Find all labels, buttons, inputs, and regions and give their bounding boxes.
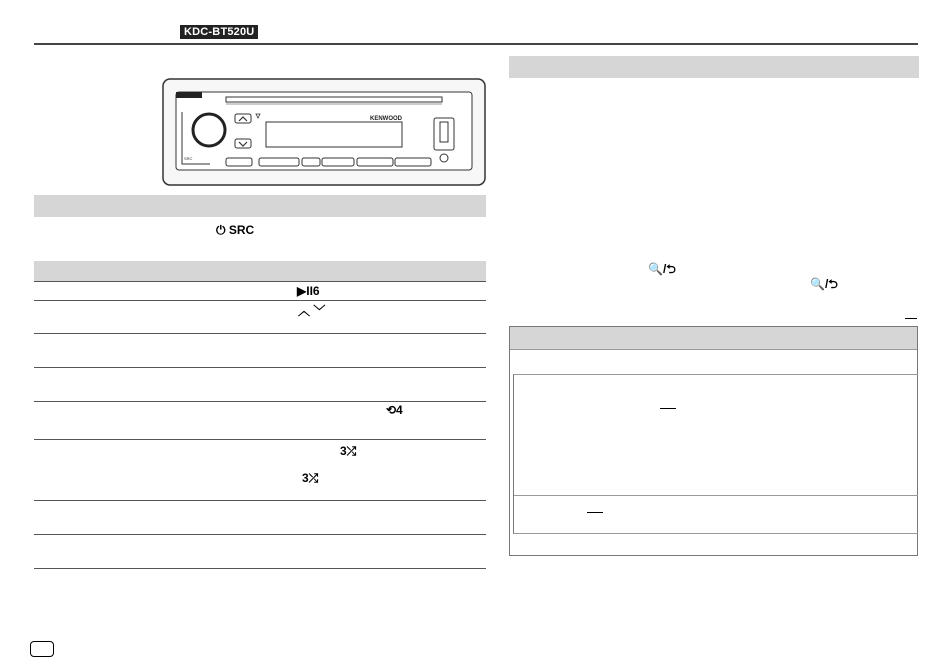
settings-table-rule xyxy=(510,349,917,350)
settings-subtable xyxy=(513,374,918,534)
power-src-glyph: ⏻ SRC xyxy=(216,223,255,237)
table-row-rule xyxy=(34,367,486,368)
table-row-rule xyxy=(34,401,486,402)
page-language-badge xyxy=(30,641,54,657)
header-rule xyxy=(34,43,918,45)
table-row-rule xyxy=(34,534,486,535)
search-back-glyph-1: 🔍/⮌ xyxy=(648,262,676,276)
table-header-rule xyxy=(34,281,486,282)
underline-mark xyxy=(905,318,917,319)
underline-mark-2 xyxy=(660,408,676,409)
shuffle-glyph: 3⤮ xyxy=(340,444,357,458)
table-bottom-rule xyxy=(34,568,486,569)
settings-subtable-rule xyxy=(514,495,918,496)
right-section-bar xyxy=(509,56,919,78)
svg-text:SRC: SRC xyxy=(184,156,193,161)
section-bar-1 xyxy=(34,195,486,217)
volume-knob xyxy=(193,114,225,146)
table-row-rule xyxy=(34,439,486,440)
repeat-glyph: ⟲4 xyxy=(386,403,403,417)
search-back-glyph-2: 🔍/⮌ xyxy=(810,277,838,291)
device-illustration xyxy=(162,78,486,186)
up-down-glyph: ︿ ﹀ xyxy=(298,304,326,318)
table-row-rule xyxy=(34,300,486,301)
section-bar-2 xyxy=(34,261,486,281)
play-pause-glyph: ▶II6 xyxy=(297,284,320,298)
shuffle-glyph-2: 3⤮ xyxy=(302,471,319,485)
brand-logo: KENWOOD xyxy=(370,116,402,122)
model-badge: KDC-BT520U xyxy=(180,25,258,39)
table-row-rule xyxy=(34,500,486,501)
underline-mark-3 xyxy=(587,512,603,513)
settings-table-header xyxy=(510,327,917,349)
table-row-rule xyxy=(34,333,486,334)
